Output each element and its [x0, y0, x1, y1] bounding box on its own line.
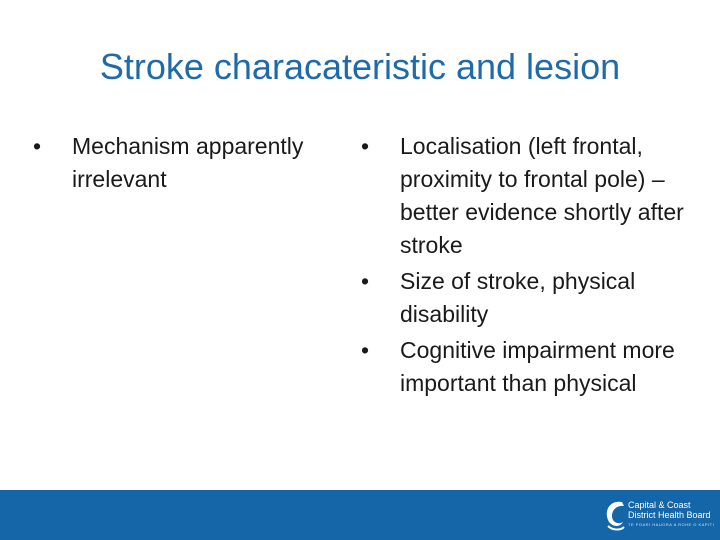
footer-bar: [0, 490, 720, 540]
bullet-dot-icon: •: [361, 133, 370, 159]
bullet-text: Mechanism apparently irrelevant: [72, 133, 304, 192]
organization-logo: [602, 496, 715, 534]
bullet-item: [358, 334, 698, 400]
right-bullet-list: [358, 130, 698, 400]
right-column: [358, 130, 698, 403]
bullet-text: Cognitive impairment more important than physical: [400, 337, 675, 396]
bullet-text: Localisation (left frontal, proximity to frontal pole) – better evidence shortly after stroke: [400, 133, 684, 258]
bullet-dot-icon: •: [33, 133, 42, 159]
bullet-dot-icon: •: [361, 337, 370, 363]
logo-line-1: Capital & Coast: [628, 500, 691, 510]
logo-line-2: District Health Board: [628, 510, 711, 520]
left-bullet-list: [30, 130, 350, 196]
left-column: [30, 130, 350, 199]
bullet-item: [30, 130, 350, 196]
slide-title: Stroke characateristic and lesion: [99, 46, 621, 87]
bullet-text: Size of stroke, physical disability: [400, 268, 636, 327]
bullet-item: [358, 265, 698, 331]
wave-swirl-logo-icon: [602, 496, 626, 534]
bullet-dot-icon: •: [361, 268, 370, 294]
logo-wordmark: [628, 500, 711, 520]
bullet-item: [358, 130, 698, 262]
logo-tagline: TE POARI HAUORA A ROHE O KAPITI: [628, 522, 715, 527]
